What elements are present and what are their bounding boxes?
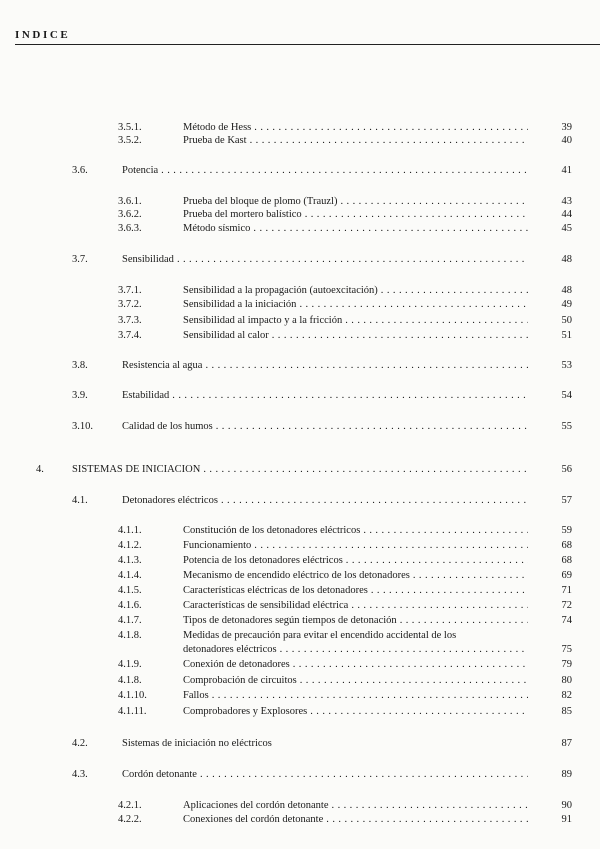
toc-entry-title: Método sísmico . . . [183, 222, 528, 235]
toc-entry-number: 3.6.3. [118, 223, 142, 234]
toc-entry-title: Características eléctricas de los detonadores . . . [183, 584, 528, 597]
toc-entry[interactable] [0, 813, 600, 826]
toc-entry-number: 4.2.2. [118, 814, 142, 825]
toc-entry[interactable] [0, 359, 600, 372]
toc-entry-page: 68 [561, 540, 572, 551]
toc-entry[interactable] [0, 554, 600, 567]
toc-entry-title: Prueba del bloque de plomo (Trauzl) . . . [183, 195, 528, 208]
toc-entry-number: 4.1.10. [118, 690, 147, 701]
toc-entry-page: 74 [561, 615, 572, 626]
toc-entry-number: 3.6.1. [118, 196, 142, 207]
toc-entry-number: 4.3. [72, 769, 88, 780]
toc-entry[interactable] [0, 539, 600, 552]
toc-entry[interactable] [0, 674, 600, 687]
toc-entry-page: 49 [561, 299, 572, 310]
toc-entry-title: Características de sensibilidad eléctrica . . . [183, 599, 528, 612]
toc-entry-number: 4.1.8. [118, 675, 142, 686]
toc-entry-title: Resistencia al agua . . . [122, 359, 528, 372]
toc-entry-page: 91 [561, 814, 572, 825]
toc-entry[interactable] [0, 689, 600, 702]
toc-entry-title: Método de Hess . . . [183, 121, 528, 134]
toc-entry-page: 51 [561, 330, 572, 341]
toc-entry-number: 4.1.5. [118, 585, 142, 596]
index-title: INDICE [15, 29, 71, 41]
toc-entry-title: Estabilidad . . . [122, 389, 528, 402]
toc-entry[interactable] [0, 164, 600, 177]
toc-entry-page: 50 [561, 315, 572, 326]
toc-entry-number: 4.2.1. [118, 800, 142, 811]
toc-entry-page: 89 [561, 769, 572, 780]
toc-entry[interactable] [0, 643, 600, 656]
toc-entry-number: 4.2. [72, 738, 88, 749]
toc-entry-title: Cordón detonante . . . [122, 768, 528, 781]
toc-entry-page: 85 [561, 706, 572, 717]
toc-entry-title: Aplicaciones del cordón detonante . . . [183, 799, 528, 812]
toc-entry-page: 79 [561, 659, 572, 670]
toc-entry-number: 4.1.1. [118, 525, 142, 536]
toc-entry-page: 87 [561, 738, 572, 749]
header-rule [15, 44, 600, 45]
toc-entry[interactable] [0, 569, 600, 582]
toc-entry-page: 71 [561, 585, 572, 596]
toc-entry-number: 4.1.3. [118, 555, 142, 566]
toc-entry[interactable] [0, 494, 600, 507]
toc-entry-title: Sensibilidad a la iniciación . . . [183, 298, 528, 311]
toc-entry-page: 43 [561, 196, 572, 207]
toc-entry-number: 3.5.2. [118, 135, 142, 146]
toc-entry-title: detonadores eléctricos . . . [183, 643, 528, 656]
toc-entry-number: 4.1. [72, 495, 88, 506]
toc-entry-page: 53 [561, 360, 572, 371]
toc-entry-number: 4.1.6. [118, 600, 142, 611]
toc-entry-number: 3.7.3. [118, 315, 142, 326]
toc-entry[interactable] [0, 253, 600, 266]
toc-entry-page: 55 [561, 421, 572, 432]
toc-entry[interactable] [0, 134, 600, 147]
toc-entry-number: 4.1.11. [118, 706, 147, 717]
toc-entry-page: 39 [561, 122, 572, 133]
toc-entry-number: 3.7.2. [118, 299, 142, 310]
toc-entry-title: Potencia . . . [122, 164, 528, 177]
toc-entry-number: 4.1.9. [118, 659, 142, 670]
toc-entry-number: 3.10. [72, 421, 93, 432]
toc-entry-title: Constitución de los detonadores eléctricos . . . [183, 524, 528, 537]
toc-entry-number: 4. [36, 464, 44, 475]
toc-entry[interactable] [0, 658, 600, 671]
toc-entry-page: 68 [561, 555, 572, 566]
toc-entry-page: 56 [561, 464, 572, 475]
toc-entry-page: 69 [561, 570, 572, 581]
toc-entry[interactable] [0, 705, 600, 718]
toc-entry-page: 48 [561, 285, 572, 296]
toc-entry-number: 4.1.8. [118, 630, 142, 641]
toc-entry[interactable] [0, 737, 600, 750]
toc-entry[interactable] [0, 629, 600, 642]
toc-entry-title: Conexión de detonadores . . . [183, 658, 528, 671]
toc-entry-number: 3.7.4. [118, 330, 142, 341]
toc-entry[interactable] [0, 222, 600, 235]
toc-entry-number: 3.6.2. [118, 209, 142, 220]
toc-entry-title: SISTEMAS DE INICIACION . . . [72, 463, 528, 476]
toc-entry-page: 80 [561, 675, 572, 686]
toc-entry-page: 45 [561, 223, 572, 234]
toc-entry-number: 3.9. [72, 390, 88, 401]
toc-entry[interactable] [0, 208, 600, 221]
toc-entry-title: Tipos de detonadores según tiempos de detonación . . . [183, 614, 528, 627]
toc-entry-title: Sensibilidad al calor . . . [183, 329, 528, 342]
toc-entry-page: 40 [561, 135, 572, 146]
toc-entry-title: Sensibilidad a la propagación (autoexcitación) . . . [183, 284, 528, 297]
toc-entry-title: Conexiones del cordón detonante . . . [183, 813, 528, 826]
toc-entry-title: Medidas de precaución para evitar el encendido accidental de los [183, 630, 457, 641]
toc-entry[interactable] [0, 314, 600, 327]
toc-entry[interactable] [0, 284, 600, 297]
toc-entry-page: 59 [561, 525, 572, 536]
toc-entry-page: 54 [561, 390, 572, 401]
toc-entry-number: 3.5.1. [118, 122, 142, 133]
toc-entry-page: 72 [561, 600, 572, 611]
toc-entry-title: Funcionamiento . . . [183, 539, 528, 552]
toc-entry[interactable] [0, 768, 600, 781]
toc-entry-title: Detonadores eléctricos . . . [122, 494, 528, 507]
toc-entry-title: Comprobadores y Explosores . . . [183, 705, 528, 718]
toc-entry[interactable] [0, 463, 600, 476]
toc-entry-page: 75 [561, 644, 572, 655]
toc-entry-number: 3.6. [72, 165, 88, 176]
toc-entry[interactable] [0, 298, 600, 311]
toc-entry-number: 3.7.1. [118, 285, 142, 296]
toc-entry-title: Sensibilidad al impacto y a la fricción . . . [183, 314, 528, 327]
toc-entry-page: 41 [561, 165, 572, 176]
toc-entry-number: 4.1.7. [118, 615, 142, 626]
toc-entry-number: 3.8. [72, 360, 88, 371]
toc-entry-number: 3.7. [72, 254, 88, 265]
toc-entry-title: Prueba del mortero balístico . . . [183, 208, 528, 221]
toc-entry-title: Comprobación de circuitos . . . [183, 674, 528, 687]
toc-entry[interactable] [0, 524, 600, 537]
toc-entry-page: 57 [561, 495, 572, 506]
toc-entry[interactable] [0, 389, 600, 402]
toc-entry-title: Fallos . . . [183, 689, 528, 702]
toc-entry-title: Calidad de los humos . . . [122, 420, 528, 433]
toc-entry-title: Mecanismo de encendido eléctrico de los detonadores . . . [183, 569, 528, 582]
toc-entry[interactable] [0, 614, 600, 627]
toc-entry-title: Sensibilidad . . . [122, 253, 528, 266]
toc-entry-number: 4.1.4. [118, 570, 142, 581]
toc-entry[interactable] [0, 584, 600, 597]
toc-entry-page: 48 [561, 254, 572, 265]
toc-entry[interactable] [0, 799, 600, 812]
toc-entry-title: Potencia de los detonadores eléctricos . . . [183, 554, 528, 567]
toc-entry[interactable] [0, 195, 600, 208]
toc-entry[interactable] [0, 420, 600, 433]
toc-entry[interactable] [0, 121, 600, 134]
toc-entry[interactable] [0, 599, 600, 612]
toc-entry-title: Sistemas de iniciación no eléctricos [122, 738, 272, 749]
toc-entry-page: 44 [561, 209, 572, 220]
toc-entry-title: Prueba de Kast . . . [183, 134, 528, 147]
toc-entry[interactable] [0, 329, 600, 342]
toc-entry-page: 90 [561, 800, 572, 811]
toc-entry-number: 4.1.2. [118, 540, 142, 551]
toc-entry-page: 82 [561, 690, 572, 701]
